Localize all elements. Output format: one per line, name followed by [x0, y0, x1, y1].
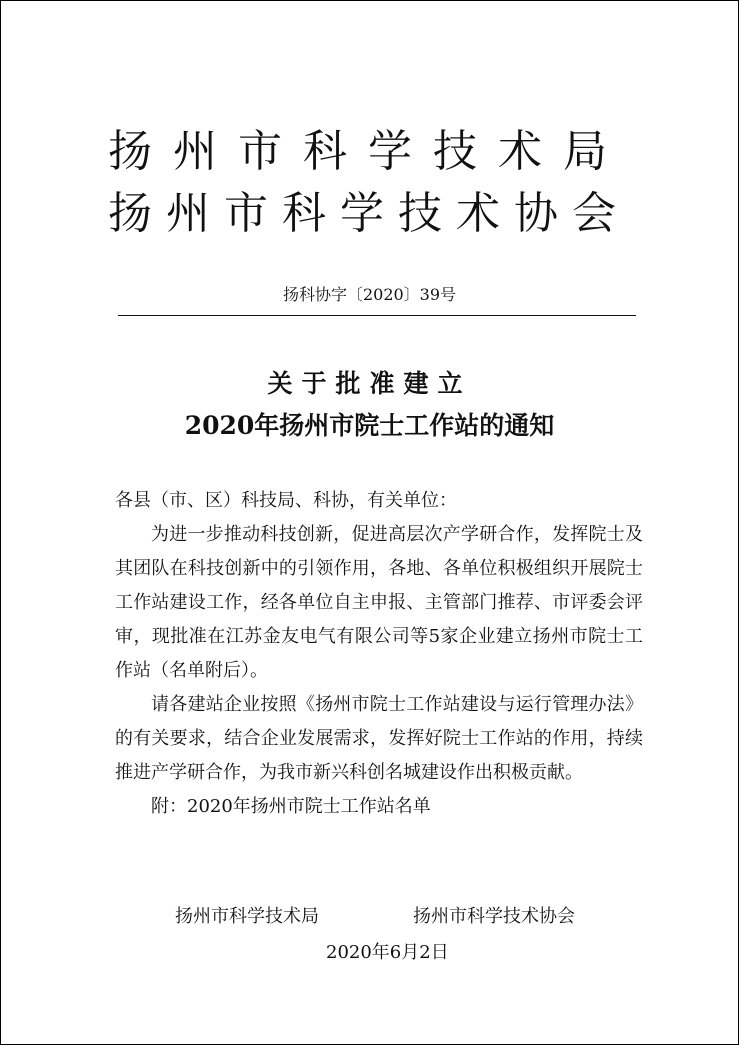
issuer-line-2: 扬州市科学技术协会: [108, 188, 630, 239]
issue-date: 2020年6月2日: [326, 942, 449, 963]
document-number: 扬科协字〔2020〕39号: [282, 285, 457, 304]
attachment-note: 附：2020年扬州市院士工作站名单: [151, 796, 431, 817]
salutation: 各县（市、区）科技局、科协，有关单位：: [115, 490, 457, 511]
body-text: [115, 484, 643, 824]
issuer-line-1: 扬州市科学技术局: [108, 126, 628, 177]
paragraph-2: 请各建站企业按照《扬州市院士工作站建设与运行管理办法》的有关要求，结合企业发展需求，发挥好院士工作站的作用，持续推进产学研合作，为我市新兴科创名城建设作出积极贡献。: [115, 694, 643, 783]
paragraph-1: 为进一步推动科技创新，促进高层次产学研合作，发挥院士及其团队在科技创新中的引领作用，各地、各单位积极组织开展院士工作站建设工作，经各单位自主申报、主管部门推荐、市评委会评审，现批准在江苏金友电气有限公司等5家企业建立扬州市院士工作站（名单附后）。: [115, 524, 643, 681]
title-line-2: 2020年扬州市院士工作站的通知: [184, 411, 555, 440]
title-line-1: 关于批准建立: [267, 369, 472, 398]
signature-org-1: 扬州市科学技术局: [175, 906, 319, 927]
header-divider: [118, 315, 636, 316]
signature-org-2: 扬州市科学技术协会: [413, 906, 575, 927]
